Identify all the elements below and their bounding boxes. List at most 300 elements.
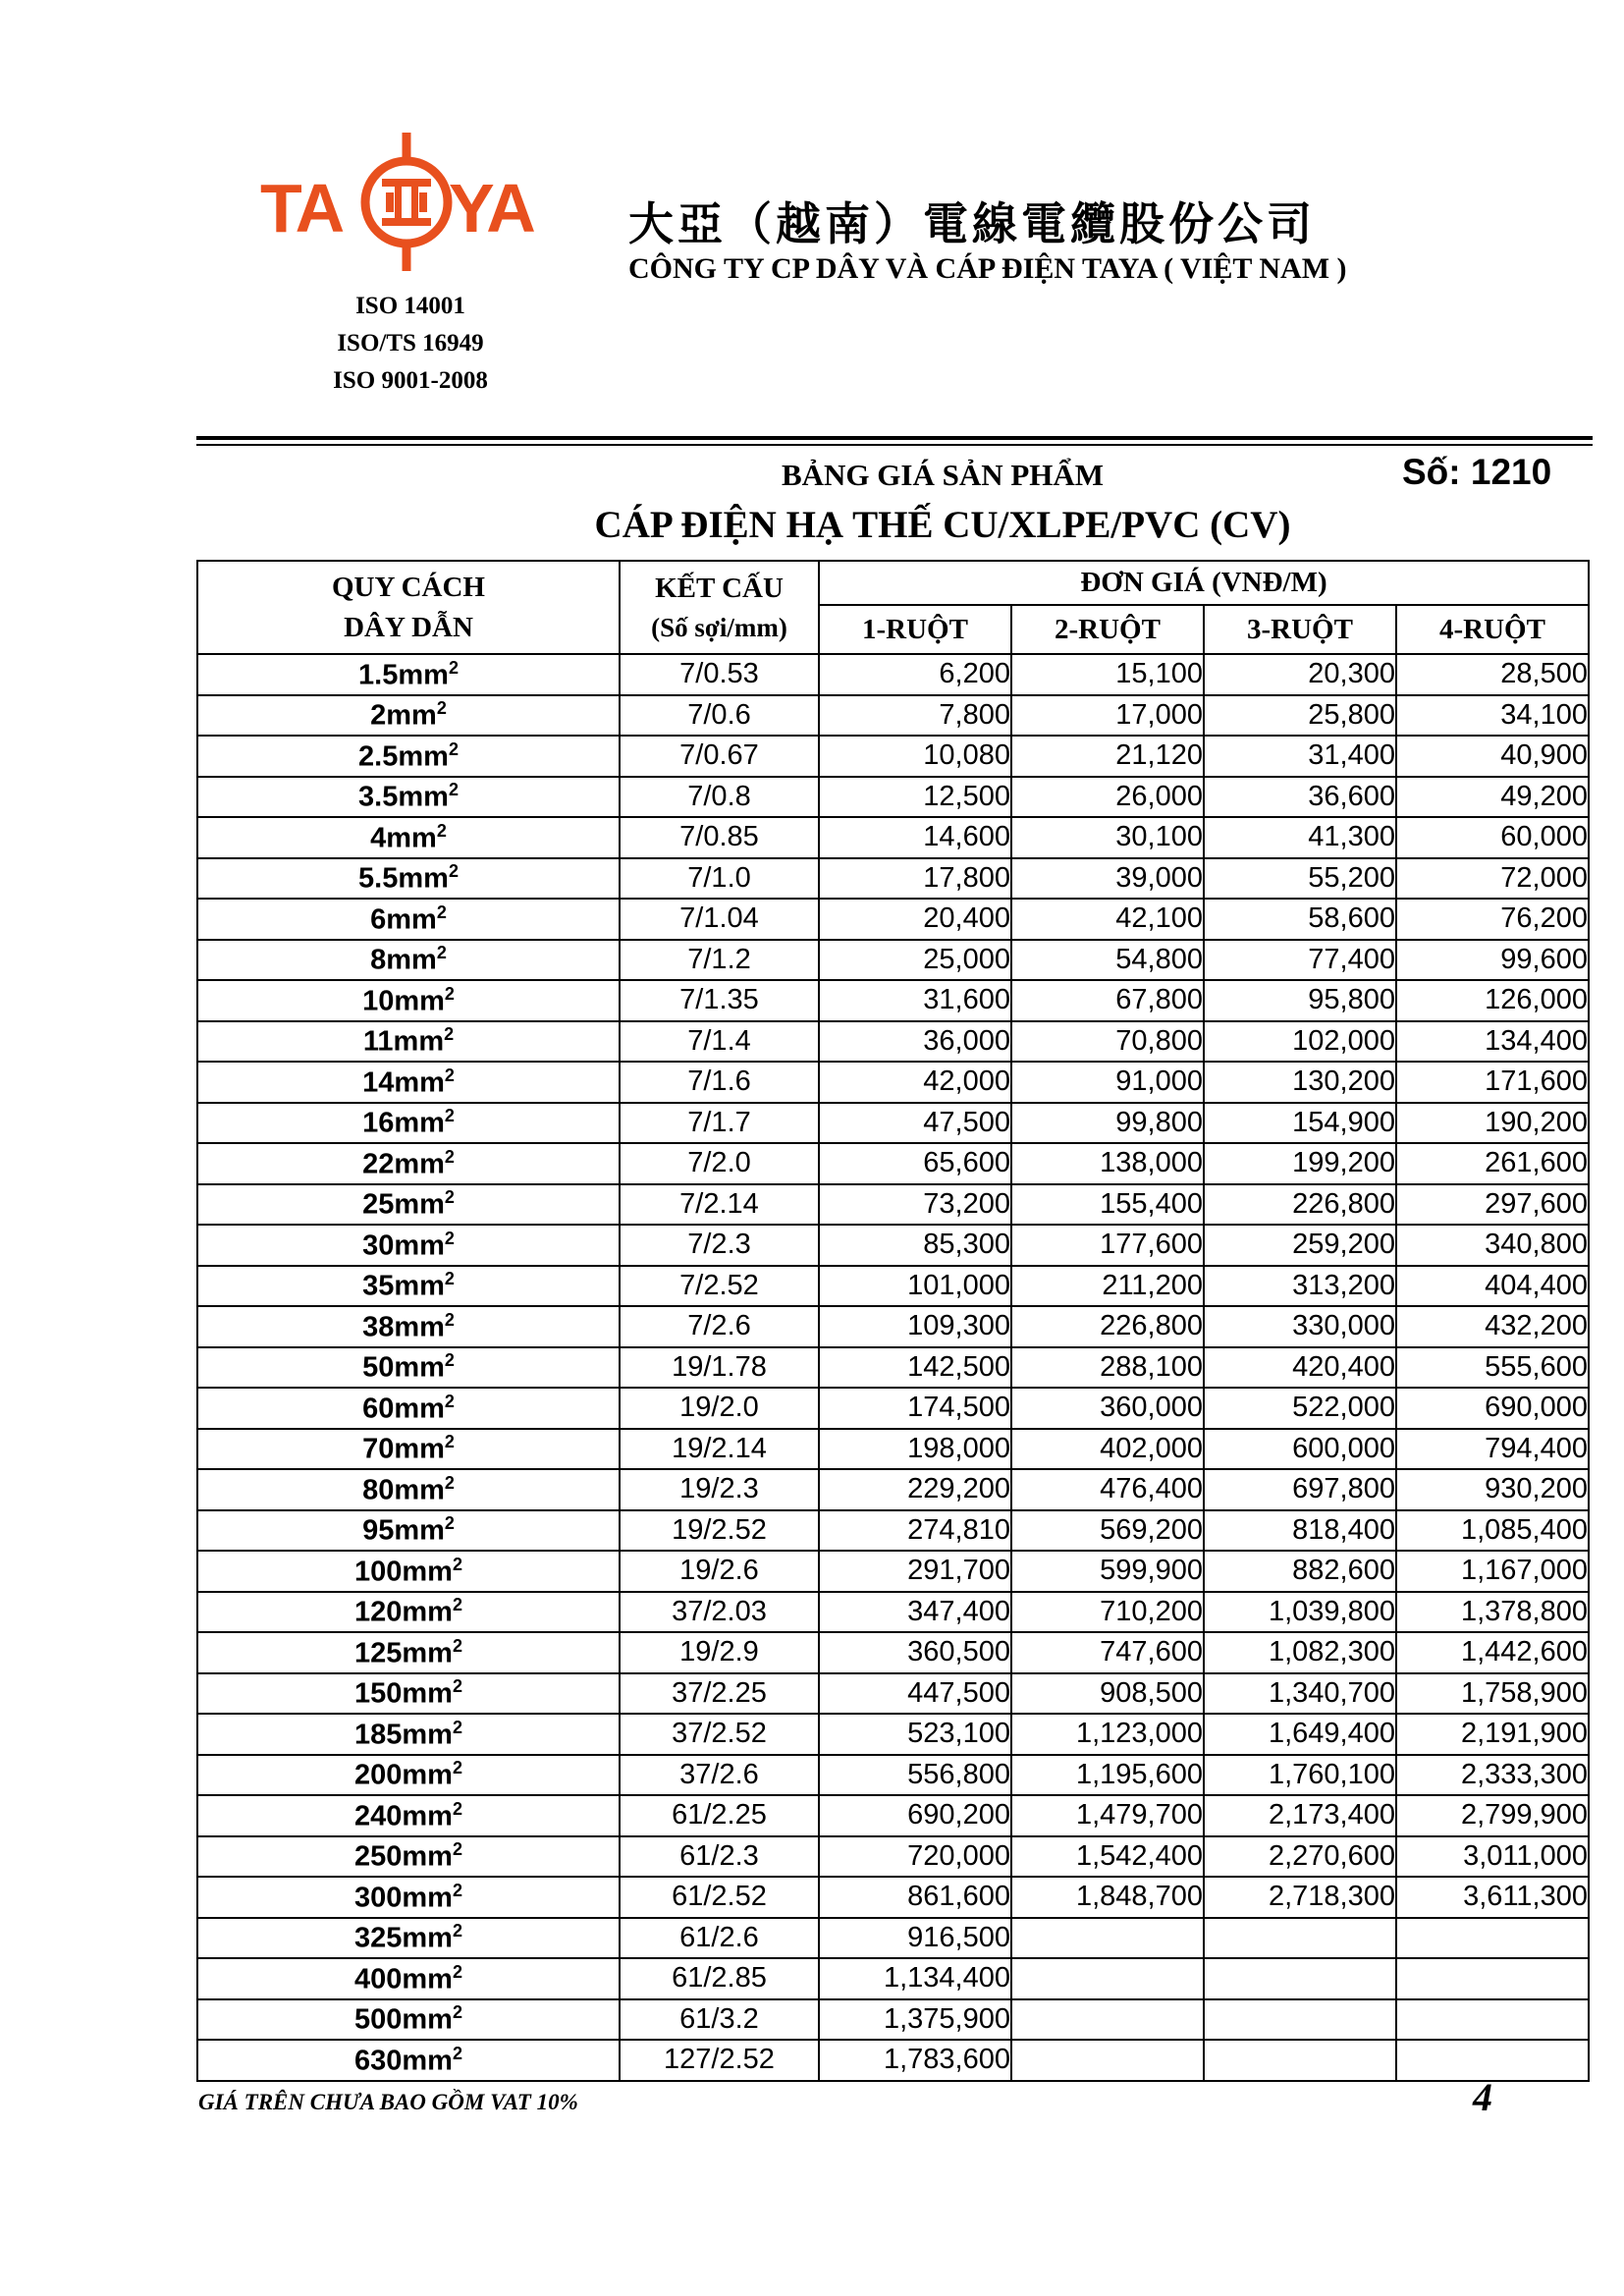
cell-price-2-core (1011, 1958, 1204, 1999)
cell-size-exponent: 2 (452, 1758, 462, 1778)
cell-structure: 7/1.0 (620, 858, 819, 900)
cell-price-4-core: 2,333,300 (1396, 1755, 1589, 1796)
cell-structure: 7/2.3 (620, 1225, 819, 1266)
table-row (197, 1918, 1589, 1959)
cell-price-1-core: 447,500 (819, 1673, 1011, 1715)
cell-size-value: 250 (354, 1841, 403, 1874)
cell-size (197, 1388, 620, 1429)
cell-size (197, 1103, 620, 1144)
cell-price-1-core: 720,000 (819, 1836, 1011, 1878)
cell-price-4-core: 171,600 (1396, 1062, 1589, 1103)
cell-price-2-core (1011, 1918, 1204, 1959)
cell-size-value: 120 (354, 1597, 403, 1629)
cell-price-4-core (1396, 1918, 1589, 1959)
cell-size-exponent: 2 (452, 1595, 462, 1615)
cell-size-unit: mm (402, 1678, 453, 1711)
cell-price-2-core: 1,848,700 (1011, 1877, 1204, 1918)
header-structure (620, 561, 819, 654)
cell-price-1-core: 7,800 (819, 695, 1011, 737)
cell-price-3-core: 41,300 (1204, 817, 1396, 858)
cell-size-exponent: 2 (444, 1391, 455, 1411)
cell-size-unit: mm (402, 2004, 453, 2037)
table-row (197, 2040, 1589, 2081)
cell-size-value: 2.5 (358, 740, 399, 773)
cell-size-exponent: 2 (448, 780, 459, 800)
cell-price-3-core: 55,200 (1204, 858, 1396, 900)
cell-price-4-core: 1,758,900 (1396, 1673, 1589, 1715)
cell-price-2-core: 17,000 (1011, 695, 1204, 737)
cell-price-2-core: 476,400 (1011, 1469, 1204, 1510)
cell-price-1-core: 360,500 (819, 1632, 1011, 1673)
cell-size (197, 1592, 620, 1633)
cell-price-3-core: 420,400 (1204, 1347, 1396, 1389)
cell-price-2-core: 1,123,000 (1011, 1714, 1204, 1755)
cell-price-3-core (1204, 1999, 1396, 2041)
cell-price-1-core: 916,500 (819, 1918, 1011, 1959)
cell-size-exponent: 2 (436, 820, 447, 841)
cell-price-1-core: 36,000 (819, 1021, 1011, 1063)
cell-size (197, 1143, 620, 1184)
cell-price-4-core: 28,500 (1396, 654, 1589, 695)
cell-price-3-core: 2,718,300 (1204, 1877, 1396, 1918)
cell-size-unit: mm (398, 659, 449, 691)
table-row (197, 1429, 1589, 1470)
cell-price-4-core: 1,085,400 (1396, 1510, 1589, 1552)
cell-price-4-core: 2,191,900 (1396, 1714, 1589, 1755)
cell-price-4-core: 49,200 (1396, 777, 1589, 818)
header-spec-line1: QUY CÁCH (331, 571, 485, 603)
cell-size-unit: mm (394, 1066, 445, 1099)
cell-size-exponent: 2 (444, 1350, 455, 1371)
cell-size-value: 38 (362, 1311, 395, 1343)
cell-size (197, 1755, 620, 1796)
cell-price-1-core: 10,080 (819, 736, 1011, 777)
cell-size-unit: mm (398, 740, 449, 773)
cell-price-4-core (1396, 1999, 1589, 2041)
cell-price-4-core: 34,100 (1396, 695, 1589, 737)
cell-size-unit: mm (394, 1108, 445, 1140)
cell-price-3-core: 1,039,800 (1204, 1592, 1396, 1633)
cell-price-1-core: 556,800 (819, 1755, 1011, 1796)
iso-9001-label: ISO 9001-2008 (333, 367, 488, 394)
logo-text-left: TA (260, 170, 344, 246)
cell-structure: 19/2.52 (620, 1510, 819, 1552)
cell-price-2-core: 67,800 (1011, 980, 1204, 1021)
cell-size-exponent: 2 (444, 1146, 455, 1167)
cell-size (197, 1429, 620, 1470)
table-row (197, 1062, 1589, 1103)
cell-structure: 7/0.67 (620, 736, 819, 777)
cell-structure: 7/0.85 (620, 817, 819, 858)
document-title: BẢNG GIÁ SẢN PHẨM (781, 458, 1105, 492)
cell-size-unit: mm (386, 945, 437, 977)
table-row (197, 980, 1589, 1021)
cell-price-4-core: 555,600 (1396, 1347, 1589, 1389)
cell-size-value: 300 (354, 1882, 403, 1914)
cell-size (197, 1632, 620, 1673)
cell-price-1-core: 1,375,900 (819, 1999, 1011, 2041)
cell-structure: 7/1.4 (620, 1021, 819, 1063)
cell-price-4-core: 60,000 (1396, 817, 1589, 858)
cell-size-unit: mm (402, 1719, 453, 1751)
cell-structure: 37/2.52 (620, 1714, 819, 1755)
cell-size-value: 4 (370, 822, 387, 854)
header-price-group: ĐƠN GIÁ (VNĐ/M) (819, 561, 1589, 605)
cell-size-exponent: 2 (452, 1880, 462, 1900)
vat-footnote: GIÁ TRÊN CHƯA BAO GỒM VAT 10% (198, 2090, 578, 2114)
price-table-body (197, 654, 1589, 2081)
cell-size-unit: mm (402, 1556, 453, 1588)
cell-price-1-core: 101,000 (819, 1266, 1011, 1307)
cell-size-value: 400 (354, 1963, 403, 1995)
cell-price-2-core: 360,000 (1011, 1388, 1204, 1429)
cell-size-value: 10 (362, 985, 395, 1017)
cell-price-3-core: 20,300 (1204, 654, 1396, 695)
cell-price-3-core: 259,200 (1204, 1225, 1396, 1266)
cell-size-unit: mm (386, 700, 437, 733)
cell-size-value: 500 (354, 2004, 403, 2037)
cell-price-1-core: 65,600 (819, 1143, 1011, 1184)
header-spec-line2: DÂY DẪN (344, 611, 473, 643)
cell-price-2-core: 54,800 (1011, 940, 1204, 981)
cell-price-2-core: 710,200 (1011, 1592, 1204, 1633)
cell-price-1-core: 274,810 (819, 1510, 1011, 1552)
cell-price-3-core: 226,800 (1204, 1184, 1396, 1226)
cell-size (197, 980, 620, 1021)
cell-price-3-core: 1,649,400 (1204, 1714, 1396, 1755)
cell-size-unit: mm (402, 1637, 453, 1669)
cell-price-2-core: 908,500 (1011, 1673, 1204, 1715)
cell-size (197, 899, 620, 940)
page-number: 4 (1473, 2075, 1492, 2119)
cell-size-exponent: 2 (444, 1106, 455, 1126)
cell-price-2-core: 1,195,600 (1011, 1755, 1204, 1796)
cell-size (197, 1347, 620, 1389)
cell-size-exponent: 2 (444, 1024, 455, 1045)
cell-size-value: 50 (362, 1352, 395, 1385)
cell-price-3-core (1204, 2040, 1396, 2081)
cell-price-2-core: 1,542,400 (1011, 1836, 1204, 1878)
cell-price-1-core: 861,600 (819, 1877, 1011, 1918)
cell-structure: 61/2.3 (620, 1836, 819, 1878)
cell-price-1-core: 142,500 (819, 1347, 1011, 1389)
cell-price-4-core: 1,167,000 (1396, 1551, 1589, 1592)
table-row (197, 695, 1589, 737)
cell-price-2-core: 21,120 (1011, 736, 1204, 777)
cell-price-2-core: 91,000 (1011, 1062, 1204, 1103)
cell-size-unit: mm (394, 1515, 445, 1548)
table-header-row (197, 561, 1589, 605)
cell-price-1-core: 25,000 (819, 940, 1011, 981)
cell-price-2-core: 177,600 (1011, 1225, 1204, 1266)
cell-price-4-core: 76,200 (1396, 899, 1589, 940)
cell-price-1-core: 1,134,400 (819, 1958, 1011, 1999)
cell-price-1-core: 42,000 (819, 1062, 1011, 1103)
cell-price-3-core: 199,200 (1204, 1143, 1396, 1184)
cell-size-exponent: 2 (444, 1309, 455, 1330)
cell-price-3-core: 697,800 (1204, 1469, 1396, 1510)
cell-price-2-core: 747,600 (1011, 1632, 1204, 1673)
iso-14001-label: ISO 14001 (355, 293, 465, 319)
cell-price-4-core: 99,600 (1396, 940, 1589, 981)
cell-size (197, 1999, 620, 2041)
table-row (197, 1795, 1589, 1836)
header-1-core: 1-RUỘT (819, 605, 1011, 654)
cell-price-4-core: 690,000 (1396, 1388, 1589, 1429)
cell-price-1-core: 690,200 (819, 1795, 1011, 1836)
cell-price-1-core: 12,500 (819, 777, 1011, 818)
cell-price-3-core: 25,800 (1204, 695, 1396, 737)
cell-price-3-core: 2,270,600 (1204, 1836, 1396, 1878)
cell-size-exponent: 2 (452, 1676, 462, 1697)
document-subtitle: CÁP ĐIỆN HẠ THẾ CU/XLPE/PVC (CV) (594, 504, 1291, 546)
table-row (197, 1673, 1589, 1715)
cell-size-value: 25 (362, 1189, 395, 1222)
cell-structure: 19/2.0 (620, 1388, 819, 1429)
cell-structure: 7/0.8 (620, 777, 819, 818)
cell-structure: 7/2.14 (620, 1184, 819, 1226)
table-row (197, 1836, 1589, 1878)
cell-size-unit: mm (402, 1882, 453, 1914)
table-row (197, 1184, 1589, 1226)
cell-structure: 37/2.6 (620, 1755, 819, 1796)
cell-size-exponent: 2 (452, 1798, 462, 1819)
cell-price-4-core: 134,400 (1396, 1021, 1589, 1063)
cell-size-exponent: 2 (448, 738, 459, 759)
table-row (197, 940, 1589, 981)
cell-size-exponent: 2 (444, 1187, 455, 1208)
table-row (197, 899, 1589, 940)
cell-size-exponent: 2 (452, 1554, 462, 1574)
cell-price-2-core: 15,100 (1011, 654, 1204, 695)
cell-price-3-core: 1,760,100 (1204, 1755, 1396, 1796)
cell-size-value: 5.5 (358, 863, 399, 896)
cell-structure: 19/2.14 (620, 1429, 819, 1470)
cell-size-value: 200 (354, 1760, 403, 1792)
cell-price-2-core: 402,000 (1011, 1429, 1204, 1470)
cell-price-1-core: 174,500 (819, 1388, 1011, 1429)
cell-size-value: 60 (362, 1393, 395, 1425)
cell-structure: 19/1.78 (620, 1347, 819, 1389)
cell-size (197, 1469, 620, 1510)
cell-size (197, 654, 620, 695)
table-row (197, 1592, 1589, 1633)
cell-size-unit: mm (394, 1230, 445, 1262)
cell-size-value: 125 (354, 1637, 403, 1669)
cell-size-value: 3.5 (358, 782, 399, 814)
cell-size-unit: mm (402, 2045, 453, 2077)
cell-size-exponent: 2 (436, 698, 447, 719)
cell-structure: 7/1.6 (620, 1062, 819, 1103)
table-row (197, 1755, 1589, 1796)
cell-price-3-core: 31,400 (1204, 736, 1396, 777)
cell-size-exponent: 2 (444, 1065, 455, 1085)
cell-price-2-core: 70,800 (1011, 1021, 1204, 1063)
cell-price-1-core: 17,800 (819, 858, 1011, 900)
table-row (197, 1510, 1589, 1552)
cell-price-3-core: 882,600 (1204, 1551, 1396, 1592)
cell-price-2-core: 42,100 (1011, 899, 1204, 940)
cell-size-value: 70 (362, 1434, 395, 1466)
cell-size (197, 1795, 620, 1836)
cell-price-1-core: 347,400 (819, 1592, 1011, 1633)
cell-size-value: 8 (370, 945, 387, 977)
table-row (197, 1958, 1589, 1999)
cell-price-3-core: 330,000 (1204, 1306, 1396, 1347)
cell-price-3-core (1204, 1958, 1396, 1999)
cell-structure: 7/1.2 (620, 940, 819, 981)
cell-price-4-core: 794,400 (1396, 1429, 1589, 1470)
cell-price-4-core: 1,442,600 (1396, 1632, 1589, 1673)
cell-size (197, 1551, 620, 1592)
document-number: Số: 1210 (1402, 452, 1552, 492)
cell-structure: 7/2.0 (620, 1143, 819, 1184)
cell-size (197, 1184, 620, 1226)
cell-price-1-core: 31,600 (819, 980, 1011, 1021)
table-row (197, 1021, 1589, 1063)
cell-price-1-core: 85,300 (819, 1225, 1011, 1266)
cell-price-2-core (1011, 2040, 1204, 2081)
cell-size-value: 80 (362, 1474, 395, 1506)
cell-size-exponent: 2 (452, 1635, 462, 1656)
cell-size-unit: mm (398, 782, 449, 814)
cell-size (197, 1673, 620, 1715)
table-row (197, 1388, 1589, 1429)
cell-size (197, 858, 620, 900)
cell-size (197, 940, 620, 981)
cell-price-2-core: 288,100 (1011, 1347, 1204, 1389)
cell-price-3-core: 2,173,400 (1204, 1795, 1396, 1836)
cell-price-3-core: 313,200 (1204, 1266, 1396, 1307)
table-row (197, 817, 1589, 858)
cell-structure: 19/2.3 (620, 1469, 819, 1510)
cell-price-4-core: 297,600 (1396, 1184, 1589, 1226)
cell-size-value: 95 (362, 1515, 395, 1548)
cell-size-exponent: 2 (444, 1472, 455, 1493)
cell-size-unit: mm (386, 822, 437, 854)
cell-price-2-core: 599,900 (1011, 1551, 1204, 1592)
cell-size-unit: mm (386, 903, 437, 936)
cell-price-4-core: 261,600 (1396, 1143, 1589, 1184)
header-divider (196, 436, 1593, 440)
header-4-core: 4-RUỘT (1396, 605, 1589, 654)
cell-structure: 7/1.04 (620, 899, 819, 940)
table-row (197, 654, 1589, 695)
cell-structure: 7/1.35 (620, 980, 819, 1021)
cell-price-1-core: 47,500 (819, 1103, 1011, 1144)
cell-structure: 61/2.52 (620, 1877, 819, 1918)
cell-size-unit: mm (394, 1474, 445, 1506)
cell-price-2-core: 39,000 (1011, 858, 1204, 900)
cell-price-2-core: 211,200 (1011, 1266, 1204, 1307)
cell-size-unit: mm (394, 1393, 445, 1425)
cell-size (197, 1225, 620, 1266)
cell-price-1-core: 229,200 (819, 1469, 1011, 1510)
table-row (197, 1551, 1589, 1592)
cell-size-value: 11 (362, 1026, 394, 1059)
cell-price-3-core: 130,200 (1204, 1062, 1396, 1103)
table-row (197, 1714, 1589, 1755)
cell-price-3-core: 818,400 (1204, 1510, 1396, 1552)
header-3-core: 3-RUỘT (1204, 605, 1396, 654)
cell-price-4-core: 930,200 (1396, 1469, 1589, 1510)
cell-price-1-core: 198,000 (819, 1429, 1011, 1470)
cell-structure: 7/2.6 (620, 1306, 819, 1347)
cell-size-value: 240 (354, 1800, 403, 1832)
cell-size (197, 2040, 620, 2081)
cell-price-2-core: 569,200 (1011, 1510, 1204, 1552)
company-name-chinese: 大亞（越南）電線電纜股份公司 (628, 197, 1316, 250)
cell-size-unit: mm (394, 1148, 445, 1180)
table-row (197, 1306, 1589, 1347)
cell-size-value: 325 (354, 1923, 403, 1955)
cell-size-unit: mm (393, 1026, 445, 1059)
cell-size (197, 1510, 620, 1552)
cell-structure: 61/2.25 (620, 1795, 819, 1836)
table-row (197, 1999, 1589, 2041)
cell-size-value: 2 (370, 700, 387, 733)
cell-size-unit: mm (402, 1597, 453, 1629)
cell-size (197, 695, 620, 737)
cell-price-2-core: 30,100 (1011, 817, 1204, 858)
cell-size-exponent: 2 (444, 1269, 455, 1289)
cell-size-value: 100 (354, 1556, 403, 1588)
cell-size-value: 6 (370, 903, 387, 936)
cell-price-2-core: 155,400 (1011, 1184, 1204, 1226)
cell-size-unit: mm (394, 1434, 445, 1466)
cell-price-4-core: 432,200 (1396, 1306, 1589, 1347)
table-row (197, 858, 1589, 900)
cell-size (197, 1306, 620, 1347)
cell-price-1-core: 291,700 (819, 1551, 1011, 1592)
cell-size-unit: mm (402, 1800, 453, 1832)
cell-price-4-core (1396, 1958, 1589, 1999)
header-structure-line1: KẾT CẤU (655, 572, 784, 604)
cell-price-1-core: 73,200 (819, 1184, 1011, 1226)
cell-price-2-core: 99,800 (1011, 1103, 1204, 1144)
header-spec (197, 561, 620, 654)
cell-size (197, 1836, 620, 1878)
cell-price-4-core (1396, 2040, 1589, 2081)
cell-size-value: 35 (362, 1271, 395, 1303)
table-row (197, 1877, 1589, 1918)
cell-structure: 19/2.9 (620, 1632, 819, 1673)
cell-size-exponent: 2 (448, 861, 459, 882)
logo-text-right: YA (449, 170, 534, 246)
cell-size-unit: mm (402, 1760, 453, 1792)
cell-size-exponent: 2 (452, 1839, 462, 1860)
cell-price-2-core: 1,479,700 (1011, 1795, 1204, 1836)
table-row (197, 1266, 1589, 1307)
cell-price-2-core: 226,800 (1011, 1306, 1204, 1347)
cell-price-3-core (1204, 1918, 1396, 1959)
cell-price-3-core: 102,000 (1204, 1021, 1396, 1063)
cell-size (197, 817, 620, 858)
cell-price-3-core: 522,000 (1204, 1388, 1396, 1429)
table-row (197, 1347, 1589, 1389)
cell-structure: 37/2.25 (620, 1673, 819, 1715)
cell-size-exponent: 2 (444, 1228, 455, 1248)
cell-size-value: 630 (354, 2045, 403, 2077)
cell-size-unit: mm (402, 1841, 453, 1874)
header-structure-line2: (Số sợi/mm) (651, 612, 787, 642)
cell-price-3-core: 600,000 (1204, 1429, 1396, 1470)
cell-size (197, 1714, 620, 1755)
cell-size (197, 1958, 620, 1999)
cell-size-unit: mm (394, 1352, 445, 1385)
cell-price-4-core: 126,000 (1396, 980, 1589, 1021)
cell-size-unit: mm (394, 1311, 445, 1343)
